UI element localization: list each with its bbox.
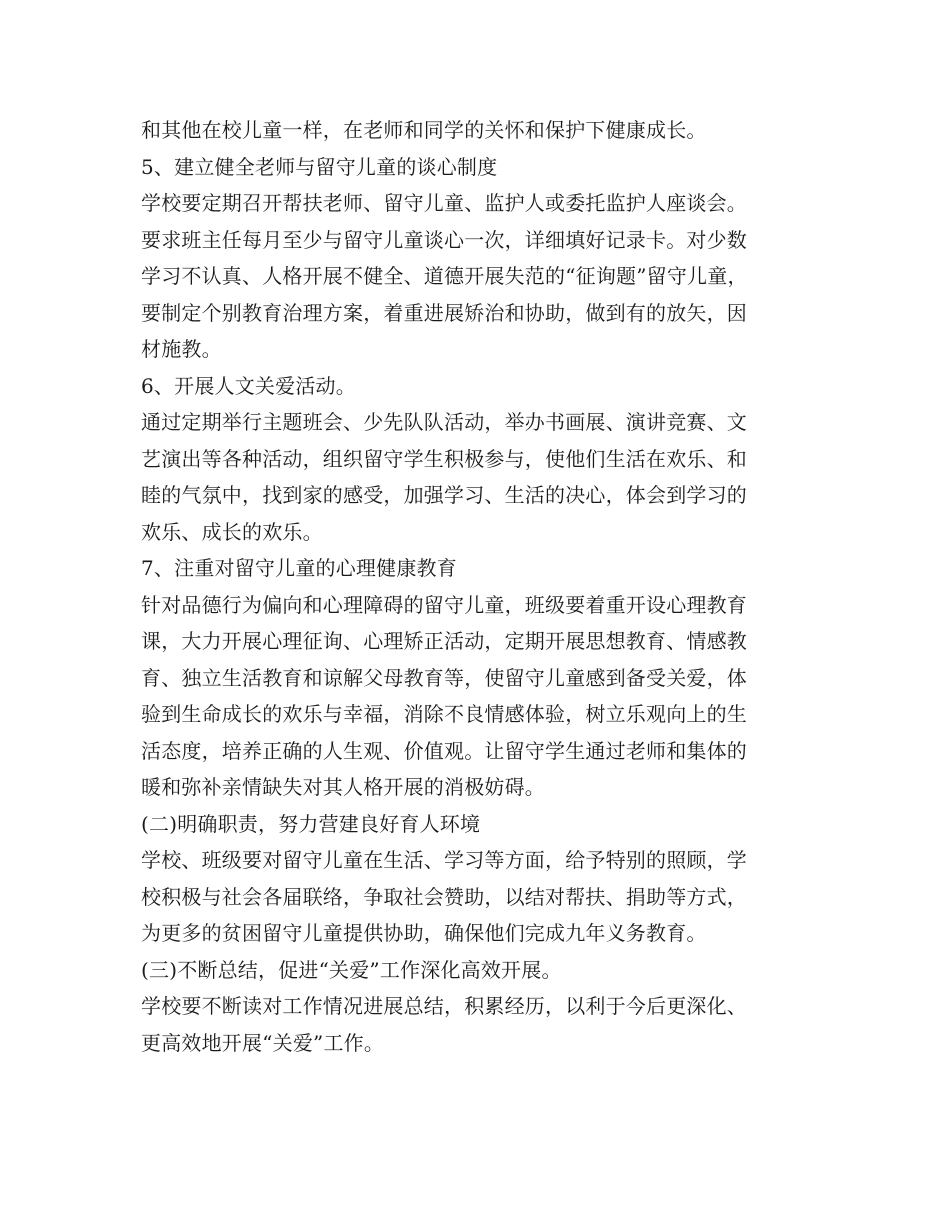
text-line: 针对品德行为偏向和心理障碍的留守儿童，班级要着重开设心理教育 <box>141 592 747 617</box>
section-heading-3: (三)不断总结，促进“关爱”工作深化高效开展。 <box>141 957 562 982</box>
text-line: 通过定期举行主题班会、少先队队活动，举办书画展、演讲竞赛、文 <box>141 410 747 434</box>
text-line: 学校要不断读对工作情况进展总结，积累经历，以利于今后更深化、 <box>141 994 747 1018</box>
text-line: 暖和弥补亲情缺失对其人格开展的消极妨碍。 <box>141 775 545 799</box>
text-line: 和其他在校儿童一样，在老师和同学的关怀和保护下健康成长。 <box>141 118 707 142</box>
section-heading-5: 5、建立健全老师与留守儿童的谈心制度 <box>141 154 498 179</box>
section-heading-6: 6、开展人文关爱活动。 <box>141 373 356 398</box>
text-line: 学校、班级要对留守儿童在生活、学习等方面，给予特别的照顾，学 <box>141 848 747 872</box>
text-line: 校积极与社会各届联络，争取社会赞助，以结对帮扶、捐助等方式， <box>141 884 747 909</box>
text-line: 欢乐、成长的欢乐。 <box>141 519 323 544</box>
text-line: 睦的气氛中，找到家的感受，加强学习、生活的决心，体会到学习的 <box>141 483 747 507</box>
text-line: 要求班主任每月至少与留守儿童谈心一次，详细填好记录卡。对少数 <box>141 227 747 252</box>
text-line: 学校要定期召开帮扶老师、留守儿童、监护人或委托监护人座谈会。 <box>141 191 747 215</box>
text-line: 材施教。 <box>141 337 222 361</box>
text-line: 验到生命成长的欢乐与幸福，消除不良情感体验，树立乐观向上的生 <box>141 702 747 726</box>
text-line: 要制定个别教育治理方案，着重进展矫治和协助，做到有的放矢，因 <box>141 300 747 325</box>
section-heading-7: 7、注重对留守儿童的心理健康教育 <box>141 556 457 580</box>
section-heading-2: (二)明确职责，努力营建良好育人环境 <box>141 811 481 836</box>
text-line: 艺演出等各种活动，组织留守学生积极参与，使他们生活在欢乐、和 <box>141 446 747 471</box>
text-line: 活态度，培养正确的人生观、价值观。让留守学生通过老师和集体的 <box>141 738 747 763</box>
text-line: 为更多的贫困留守儿童提供协助，确保他们完成九年义务教育。 <box>141 921 707 945</box>
text-line: 育、独立生活教育和谅解父母教育等，使留守儿童感到备受关爱，体 <box>141 665 747 690</box>
document-body <box>141 112 841 1061</box>
text-line: 更高效地开展“关爱”工作。 <box>141 1030 385 1055</box>
text-line: 学习不认真、人格开展不健全、道德开展失范的“征询题”留守儿童， <box>141 264 748 288</box>
text-line: 课，大力开展心理征询、心理矫正活动，定期开展思想教育、情感教 <box>141 629 747 653</box>
